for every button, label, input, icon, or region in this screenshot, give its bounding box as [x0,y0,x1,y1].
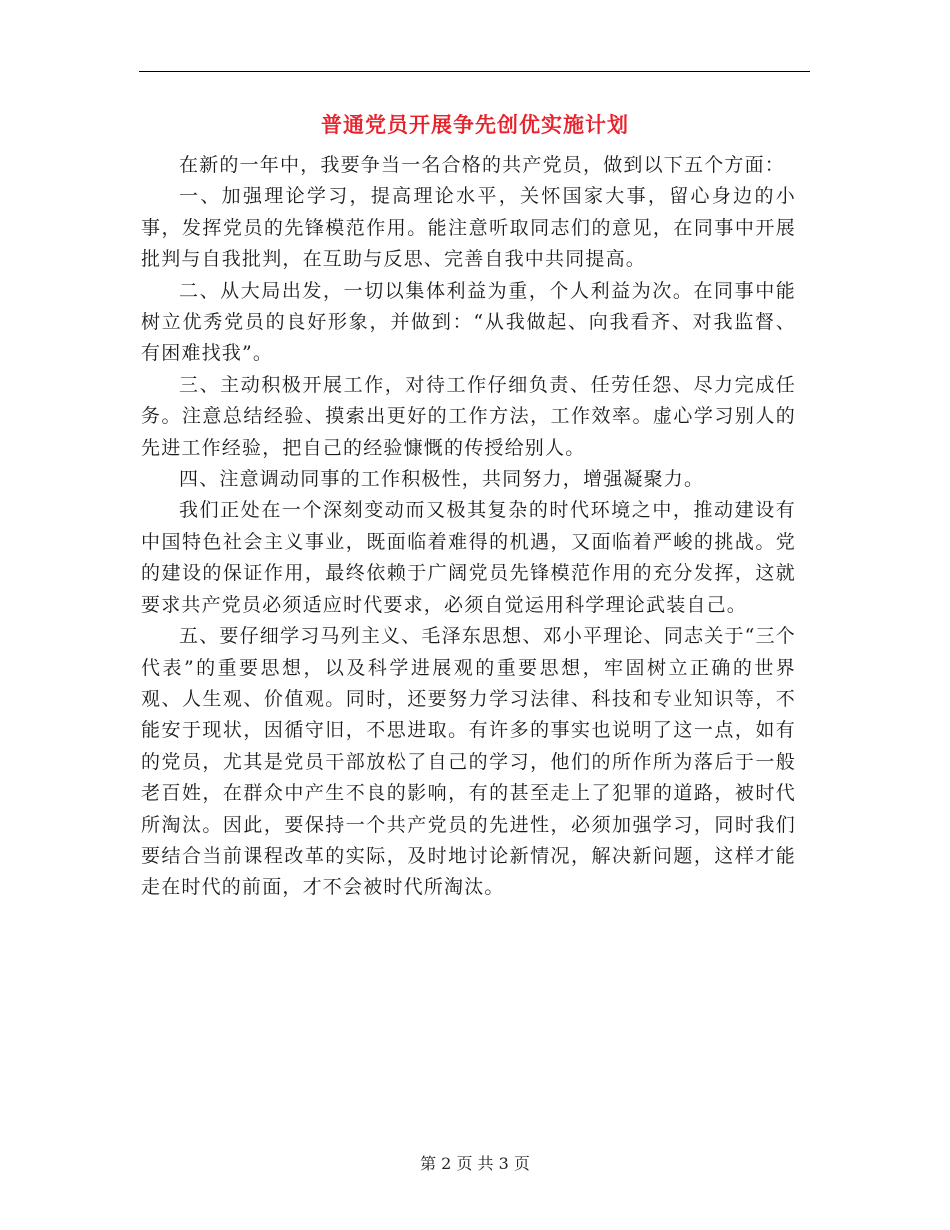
document-title: 普通党员开展争先创优实施计划 [321,112,629,137]
page-footer [0,1153,950,1175]
paragraph-point-1: 一、加强理论学习，提高理论水平，关怀国家大事，留心身边的小事，发挥党员的先锋模范作用。能注意听取同志们的意见，在同事中开展批判与自我批判，在互助与反思、完善自我中共同提高。 [141,185,796,271]
total-pages-number: 3 [498,1154,509,1173]
document-body [141,150,796,904]
paragraph-context: 我们正处在一个深刻变动而又极其复杂的时代环境之中，推动建设有中国特色社会主义事业，既面临着难得的机遇，又面临着严峻的挑战。党的建设的保证作用，最终依赖于广阔党员先锋模范作用的充分发挥，这就要求共产党员必须适应时代要求，必须自觉运用科学理论武装自己。 [141,499,796,616]
current-page-number: 2 [441,1154,452,1173]
paragraph-point-3: 三、主动积极开展工作，对待工作仔细负责、任劳任怨、尽力完成任务。注意总结经验、摸索出更好的工作方法，工作效率。虚心学习别人的先进工作经验，把自己的经验慷慨的传授给别人。 [141,373,796,459]
page-label-suffix: 页 [513,1154,530,1173]
header-rule [139,71,810,72]
paragraph-intro: 在新的一年中，我要争当一名合格的共产党员，做到以下五个方面： [179,154,786,176]
paragraph-point-2: 二、从大局出发，一切以集体利益为重，个人利益为次。在同事中能树立优秀党员的良好形象，并做到：“从我做起、向我看齐、对我监督、有困难找我”。 [141,279,796,365]
page-label-prefix: 第 [420,1154,437,1173]
paragraph-point-5: 五、要仔细学习马列主义、毛泽东思想、邓小平理论、同志关于“三个代表”的重要思想，以及科学进展观的重要思想，牢固树立正确的世界观、人生观、价值观。同时，还要努力学习法律、科技和专业知识等，不能安于现状，因循守旧，不思进取。有许多的事实也说明了这一点，如有的党员，尤其是党员干部放松了自己的学习，他们的所作所为落后于一般老百姓，在群众中产生不良的影响，有的甚至走上了犯罪的道路，被时代所淘汰。因此，要保持一个共产党员的先进性，必须加强学习，同时我们要结合当前课程改革的实际，及时地讨论新情况，解决新问题，这样才能走在时代的前面，才不会被时代所淘汰。 [141,625,796,899]
page-label-middle: 页 共 [456,1154,494,1173]
paragraph-point-4: 四、注意调动同事的工作积极性，共同努力，增强凝聚力。 [179,468,705,491]
